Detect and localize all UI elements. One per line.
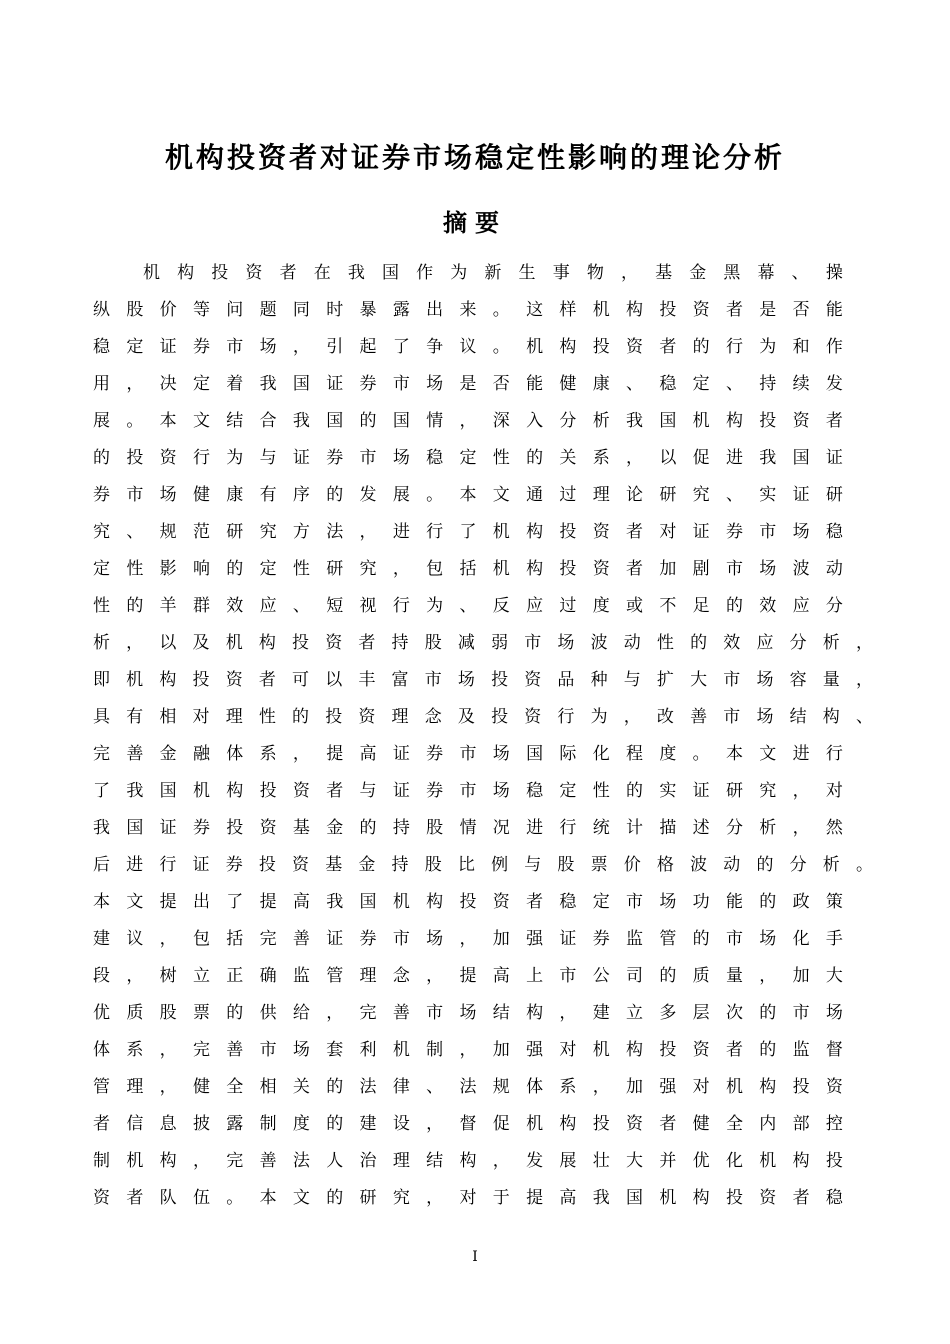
abstract-line: 者 信 息 披 露 制 度 的 建 设 ， 督 促 机 构 投 资 者 健 全 内 部 控 bbox=[93, 1114, 843, 1134]
abstract-line: 纵 股 价 等 问 题 同 时 暴 露 出 来 。 这 样 机 构 投 资 者 是 否 能 bbox=[93, 300, 843, 320]
abstract-line: 建 议 ， 包 括 完 善 证 券 市 场 ， 加 强 证 券 监 管 的 市 场 化 手 bbox=[93, 929, 843, 949]
abstract-line: 完 善 金 融 体 系 ， 提 高 证 券 市 场 国 际 化 程 度 。 本 文 进 行 bbox=[93, 744, 843, 764]
document-title: 机构投资者对证券市场稳定性影响的理论分析 bbox=[164, 141, 785, 174]
abstract-line: 展 。 本 文 结 合 我 国 的 国 情 ， 深 入 分 析 我 国 机 构 投 资 者 bbox=[93, 411, 843, 431]
abstract-line: 本 文 提 出 了 提 高 我 国 机 构 投 资 者 稳 定 市 场 功 能 的 政 策 bbox=[93, 892, 843, 912]
abstract-line: 我 国 证 券 投 资 基 金 的 持 股 情 况 进 行 统 计 描 述 分 析 ， 然 bbox=[93, 818, 843, 838]
abstract-line: 体 系 ， 完 善 市 场 套 利 机 制 ， 加 强 对 机 构 投 资 者 的 监 督 bbox=[93, 1040, 843, 1060]
abstract-line: 后 进 行 证 券 投 资 基 金 持 股 比 例 与 股 票 价 格 波 动 的 分 析 。 bbox=[93, 855, 873, 875]
abstract-line: 券 市 场 健 康 有 序 的 发 展 。 本 文 通 过 理 论 研 究 、 实 证 研 bbox=[93, 485, 843, 505]
abstract-line: 究 、 规 范 研 究 方 法 ， 进 行 了 机 构 投 资 者 对 证 券 市 场 稳 bbox=[93, 522, 843, 542]
abstract-line: 即 机 构 投 资 者 可 以 丰 富 市 场 投 资 品 种 与 扩 大 市 场 容 量 ， bbox=[93, 670, 873, 690]
abstract-line: 性 的 羊 群 效 应 、 短 视 行 为 、 反 应 过 度 或 不 足 的 效 应 分 bbox=[93, 596, 843, 616]
abstract-line: 稳 定 证 券 市 场 ， 引 起 了 争 议 。 机 构 投 资 者 的 行 为 和 作 bbox=[93, 337, 843, 357]
abstract-line: 段 ， 树 立 正 确 监 管 理 念 ， 提 高 上 市 公 司 的 质 量 ， 加 大 bbox=[93, 966, 843, 986]
abstract-line: 定 性 影 响 的 定 性 研 究 ， 包 括 机 构 投 资 者 加 剧 市 场 波 动 bbox=[93, 559, 843, 579]
abstract-line: 析 ， 以 及 机 构 投 资 者 持 股 减 弱 市 场 波 动 性 的 效 应 分 析 ， bbox=[93, 633, 873, 653]
abstract-line: 了 我 国 机 构 投 资 者 与 证 券 市 场 稳 定 性 的 实 证 研 究 ， 对 bbox=[93, 781, 843, 801]
abstract-line: 具 有 相 对 理 性 的 投 资 理 念 及 投 资 行 为 ， 改 善 市 场 结 构 、 bbox=[93, 707, 873, 727]
abstract-line: 优 质 股 票 的 供 给 ， 完 善 市 场 结 构 ， 建 立 多 层 次 的 市 场 bbox=[93, 1003, 843, 1023]
abstract-line: 制 机 构 ， 完 善 法 人 治 理 结 构 ， 发 展 壮 大 并 优 化 机 构 投 bbox=[93, 1151, 843, 1171]
abstract-line: 管 理 ， 健 全 相 关 的 法 律 、 法 规 体 系 ， 加 强 对 机 构 投 资 bbox=[93, 1077, 843, 1097]
abstract-line: 资 者 队 伍 。 本 文 的 研 究 ， 对 于 提 高 我 国 机 构 投 资 者 稳 bbox=[93, 1188, 843, 1208]
page-number: I bbox=[472, 1249, 478, 1265]
abstract-line: 的 投 资 行 为 与 证 券 市 场 稳 定 性 的 关 系 ， 以 促 进 我 国 证 bbox=[93, 448, 843, 468]
abstract-line: 用 ， 决 定 着 我 国 证 券 市 场 是 否 能 健 康 、 稳 定 、 持 续 发 bbox=[93, 374, 843, 394]
abstract-line: 机 构 投 资 者 在 我 国 作 为 新 生 事 物 ， 基 金 黑 幕 、 操 bbox=[143, 263, 843, 283]
abstract-heading: 摘要 bbox=[443, 208, 507, 237]
